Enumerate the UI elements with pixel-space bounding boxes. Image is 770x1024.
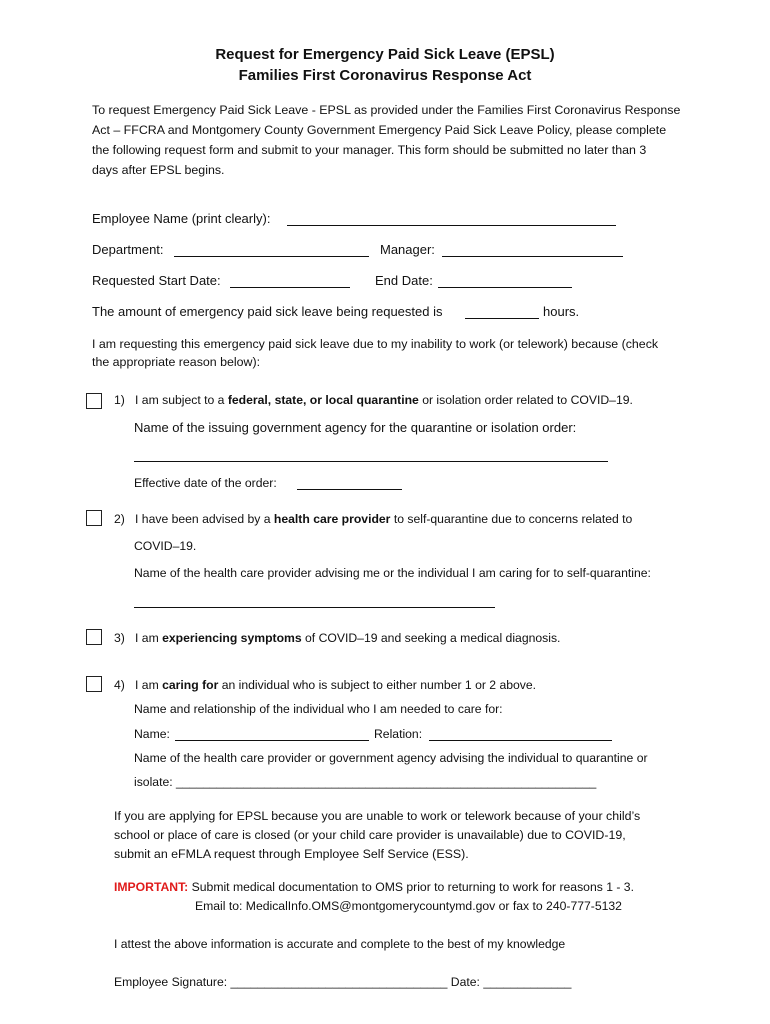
form-title: Request for Emergency Paid Sick Leave (EPSL) xyxy=(215,46,555,63)
employee-name-label: Employee Name (print clearly): xyxy=(92,211,271,226)
relation-label: Relation: xyxy=(374,727,423,741)
reason-3-text xyxy=(114,631,560,645)
individual-name-label: Name: xyxy=(134,727,170,741)
start-date-label: Requested Start Date: xyxy=(92,273,221,288)
reason-intro-line-2: the appropriate reason below): xyxy=(92,355,261,369)
issuing-agency-label: Name of the issuing government agency for the quarantine or isolation order: xyxy=(134,420,577,435)
reason-2-number: 2) xyxy=(114,512,125,526)
reason-2-checkbox[interactable] xyxy=(86,510,102,526)
important-label: IMPORTANT: xyxy=(114,880,189,894)
relation-field[interactable] xyxy=(429,740,612,741)
reason-3-post: of COVID–19 and seeking a medical diagnosis. xyxy=(301,631,561,645)
form-subtitle: Families First Coronavirus Response Act xyxy=(238,67,532,84)
start-date-field[interactable] xyxy=(230,287,350,288)
effective-date-field[interactable] xyxy=(297,489,402,490)
important-notice xyxy=(114,880,634,894)
reason-3-pre: I am xyxy=(135,631,163,645)
department-field[interactable] xyxy=(174,256,369,257)
attestation-text: I attest the above information is accurate and complete to the best of my knowledge xyxy=(114,937,566,951)
effective-date-label: Effective date of the order: xyxy=(134,476,277,490)
school-note-line-2: school or place of care is closed (or your child care provider is unavailable) due to COVID-19, xyxy=(114,828,626,842)
reason-2-line-2: COVID–19. xyxy=(134,539,197,553)
hours-field[interactable] xyxy=(465,318,539,319)
reason-1-post: or isolation order related to COVID–19. xyxy=(418,393,633,407)
reason-4-number: 4) xyxy=(114,678,125,692)
school-note-line-1: If you are applying for EPSL because you are unable to work or telework because of your child’s xyxy=(114,809,641,823)
reason-4-text xyxy=(114,678,536,692)
end-date-label: End Date: xyxy=(375,273,433,288)
reason-2-bold: health care provider xyxy=(273,512,391,526)
isolate-field[interactable]: isolate: ______________________________________________________________ xyxy=(134,775,597,789)
reason-2-post: to self-quarantine due to concerns related to xyxy=(390,512,633,526)
issuing-agency-field[interactable] xyxy=(134,461,608,462)
reason-3-bold: experiencing symptoms xyxy=(162,631,302,645)
reason-2-text xyxy=(114,512,632,526)
intro-line-2: Act – FFCRA and Montgomery County Government Emergency Paid Sick Leave Policy, please complete xyxy=(92,123,667,137)
health-provider-field[interactable] xyxy=(134,607,495,608)
reason-1-pre: I am subject to a xyxy=(135,393,228,407)
amount-label: The amount of emergency paid sick leave being requested is xyxy=(92,304,443,319)
reason-1-text xyxy=(114,393,633,407)
reason-4-bold: caring for xyxy=(162,678,219,692)
individual-name-field[interactable] xyxy=(175,740,369,741)
relationship-label: Name and relationship of the individual who I am needed to care for: xyxy=(134,702,503,716)
reason-1-bold: federal, state, or local quarantine xyxy=(227,393,419,407)
intro-line-3: the following request form and submit to your manager. This form should be submitted no later than 3 xyxy=(92,143,647,157)
school-note-line-3: submit an eFMLA request through Employee Self Service (ESS). xyxy=(114,847,469,861)
signature-line[interactable]: Employee Signature: ________________________________ Date: _____________ xyxy=(114,975,572,989)
advising-provider-label: Name of the health care provider or government agency advising the individual to quarantine or xyxy=(134,751,648,765)
employee-name-field[interactable] xyxy=(287,225,616,226)
intro-line-4: days after EPSL begins. xyxy=(92,163,225,177)
department-label: Department: xyxy=(92,242,164,257)
health-provider-label: Name of the health care provider advising me or the individual I am caring for to self-quarantine: xyxy=(134,566,651,580)
reason-4-post: an individual who is subject to either number 1 or 2 above. xyxy=(218,678,537,692)
contact-line: Email to: MedicalInfo.OMS@montgomerycountymd.gov or fax to 240-777-5132 xyxy=(195,899,622,913)
reason-2-pre: I have been advised by a xyxy=(135,512,274,526)
end-date-field[interactable] xyxy=(438,287,572,288)
reason-1-number: 1) xyxy=(114,393,125,407)
intro-line-1: To request Emergency Paid Sick Leave - EPSL as provided under the Families First Coronavirus Response xyxy=(92,103,681,117)
reason-4-checkbox[interactable] xyxy=(86,676,102,692)
manager-field[interactable] xyxy=(442,256,623,257)
manager-label: Manager: xyxy=(380,242,435,257)
reason-1-checkbox[interactable] xyxy=(86,393,102,409)
reason-intro-line-1: I am requesting this emergency paid sick leave due to my inability to work (or telework) because (check xyxy=(92,337,659,351)
hours-unit-label: hours. xyxy=(543,304,580,319)
important-text: Submit medical documentation to OMS prior to returning to work for reasons 1 - 3. xyxy=(188,880,634,894)
reason-3-checkbox[interactable] xyxy=(86,629,102,645)
reason-4-pre: I am xyxy=(135,678,163,692)
reason-3-number: 3) xyxy=(114,631,125,645)
